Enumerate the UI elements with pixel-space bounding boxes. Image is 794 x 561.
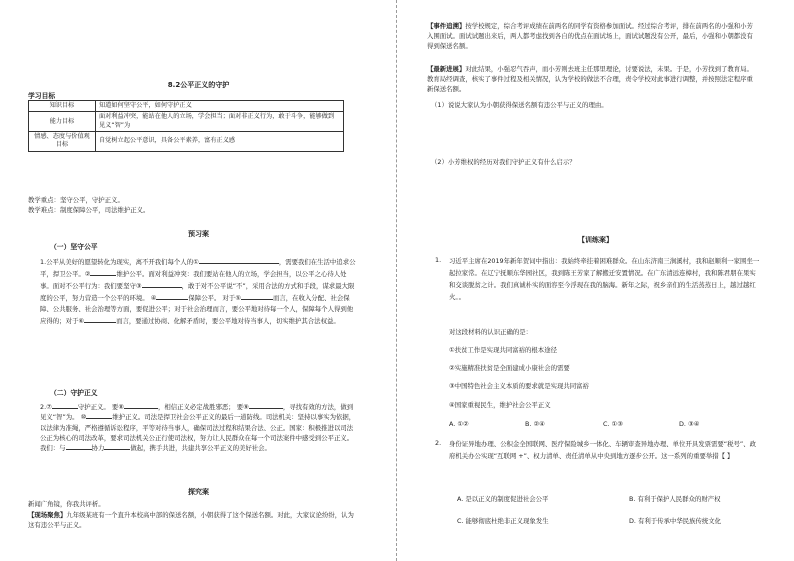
goals-heading: 学习目标 (28, 92, 56, 100)
training-title: 【训练案】 (578, 236, 613, 244)
fill-blank-6[interactable] (84, 316, 116, 323)
goal-label: 情感、态度与价值观目标 (29, 132, 96, 152)
s1-text: 对于⑤ (222, 293, 241, 302)
explore-title: 探究案 (188, 488, 209, 496)
t2-number: 2. (435, 439, 442, 447)
key-point: 教学重点：坚守公平，守护正义。 (28, 196, 124, 204)
t2-option-d[interactable]: D. 有利于传承中华民族传统文化 (629, 517, 722, 525)
fill-blank-3[interactable] (142, 281, 182, 288)
fill-blank-10[interactable] (86, 412, 112, 419)
t1-option-a[interactable]: A. ①② (449, 420, 469, 428)
case-paragraph (28, 511, 354, 530)
fill-blank-7[interactable] (52, 402, 78, 409)
s2-text: 要⑨ (236, 403, 249, 411)
learning-goals-table (28, 100, 344, 152)
s2-text: 做起，携手共进，共建共享公平正义的美好社会。 (130, 444, 271, 452)
fill-blank-8[interactable] (124, 402, 158, 409)
question-2: （2）小芳维权的经历对我们守护正义有什么启示？ (431, 158, 576, 166)
t1-number: 1. (435, 256, 442, 264)
fill-blank-2[interactable] (90, 269, 116, 276)
fill-blank-5[interactable] (241, 293, 273, 300)
goal-text: 自觉树立起公平意识，具备公平素养，富有正义感 (96, 132, 344, 152)
s1-text: 面对利益冲突：我们要站在他人的立场，学会担当，以公平之心待人处事。面对不公平行为：我们要坚守③ (40, 269, 347, 290)
s2-text: 维护正义。司法是捍卫社会公平正义的最后一道防线。 (112, 413, 266, 422)
fill-blank-11[interactable] (66, 443, 92, 450)
s2-text: 协力 (91, 444, 105, 452)
s1-text: 对于⑥ (65, 317, 85, 326)
page-title: 8.2公平正义的守护 (167, 81, 230, 89)
s1-text: ， (181, 281, 188, 290)
t1-subtitle: 对这段材料的认识正确的是： (449, 328, 533, 336)
case-tag: 【现场聚焦】 (28, 511, 67, 519)
latest-text: 对此结果，小强忍气吞声，而小芳则去班主任那里理论，讨要说法，未果。于是，小芳找到了教育局。教育局经调查，核实了事件过程及相关情况，认为学校的做法不合理，责令学校对此事进行调整，并按照法定程序重新保送名额。 (427, 65, 753, 93)
s2-text: 守护正义。 (77, 403, 110, 411)
s1-text: 维护公平。 (116, 269, 149, 278)
t1-item: ②实施精准扶贫是全面建成小康社会的需要 (449, 364, 570, 372)
s2-text: 司法机关：坚持以事实为依据，以法律为准绳，严格遵循诉讼程序，平等对待当事人，确保司法过程和结果合法、公正。国家：积极推进以司法公正为核心的司法改革，要求司法机关公正行使司法权，努力让人民群众在每一个司法案件中感受到公平正义。我们： (40, 413, 356, 452)
s2-text: ，寻找有效的方法，做到见义“智”为。 (40, 403, 354, 422)
s1-text: 敢于对不公平说“不”，采用合法的方式和手段，谋求最大限度的公平，努力营造一个公平的环境。 (40, 281, 355, 302)
t1-option-c[interactable]: C. ①③ (603, 420, 623, 428)
section2-title: （二）守护正义 (50, 389, 98, 397)
t1-option-b[interactable]: B. ②④ (525, 420, 545, 428)
t1-item: ①扶贫工作是实现共同富裕的根本途径 (449, 346, 557, 354)
table-row (29, 112, 344, 132)
t1-item: ④国家重视民生，维护社会公平正义 (449, 401, 551, 409)
latest-tag: 【最新进展】 (427, 65, 466, 73)
fill-blank-12[interactable] (104, 443, 130, 450)
table-row (29, 101, 344, 112)
s1-text: 1.公平从美好的愿望转化为现实，离不开我们每个人的① (40, 258, 199, 266)
explore-intro: 新闻广角镜，你我共评析。 (28, 500, 105, 508)
event-tag: 【事件追溯】 (427, 22, 466, 30)
t1-option-d[interactable]: D. ③④ (679, 420, 700, 428)
fill-blank-4[interactable] (156, 293, 188, 300)
event-text: 按学校规定，综合考评成绩在前两名的同学有资格参加面试。经过综合考评，排在前两名的小强和小芳入围面试。面试试题出来后，两人都考虑找到各自的优点在面试场上，面试试题没有公开，最后，小强和小朝都没有得到保送名额。 (427, 22, 753, 50)
s1-text: 而言，在收入分配、社会保障、公共服务、社会治理等方面，要促进公平；对于社会治理而言，要公平地对待每一个人，保障每个人得到他应得的； (40, 293, 354, 326)
section1-title: （一）坚守公平 (50, 243, 98, 251)
preview-title: 预习案 (188, 230, 209, 238)
t2-option-b[interactable]: B. 有利于保护人民群众的财产权 (629, 495, 721, 503)
t2-option-a[interactable]: A. 是以正义的制度促进社会公平 (457, 495, 549, 503)
goal-text: 知道如何坚守公平，如何守护正义 (96, 101, 344, 112)
section2-body (40, 402, 358, 453)
t2-text: 身份证异地办理、公积金全国联网、医疗保险城乡一体化、车辆审查异地办理、单位开具发票需要“税号”、政府机关办公实现“互联网 +”、权力清单、责任清单从中央到地方逐步公开。这一系列的重要举措【 】 (449, 440, 756, 460)
event-paragraph (427, 22, 757, 52)
difficult-point: 教学难点：制度保障公平，司法维护正义。 (28, 206, 150, 214)
t1-text: 习近平主席在2019年新年贺词中指出：我始终牵挂着困难群众。在山东济南三涧溪村，我和赵顺利一家围坐一起拉家常。在辽宁抚顺东华园社区，我到陈王芳家了解搬迁安置情况。在广东清远连樟村，我和陈君朋在果实和交谈脱贫之计。我们真诚朴实的面容至今浮现在我的脑海。新年之际，祝乡亲们的生活蒸蒸日上，越过越红火。。 (449, 257, 760, 301)
question-1: （1）说说大家认为小朝获得保送名额有违公平与正义的理由。 (431, 101, 608, 109)
section1-body (40, 257, 358, 328)
s2-text: 与 (59, 444, 66, 452)
s2-text: 2.⑦ (40, 403, 52, 411)
goal-text: 面对利益冲突，能站在他人的立场，学会担当；面对非正义行为，敢于斗争，能够做到见义“智”为 (96, 112, 344, 132)
s2-text: 要⑧ (111, 403, 124, 411)
s1-text: 保障公平。 (188, 293, 221, 302)
s1-text: ④ (150, 293, 157, 302)
s1-text: ，需要我们在生活中追求公平，捍卫公平。② (40, 258, 356, 278)
s2-text: ，相信正义必定战胜邪恶； (157, 403, 235, 411)
case-text: 九年级某班有一个直升本校高中部的保送名额，小朝获得了这个保送名额。对此，大家议论纷纷，认为这有违公平与正义。 (28, 511, 354, 529)
t1-item: ③中国特色社会主义本质的要求就是实现共同富裕 (449, 382, 589, 390)
fill-blank-1[interactable] (199, 257, 279, 264)
goal-label: 知识目标 (29, 101, 96, 112)
s1-text: 而言，要通过协商、化解矛盾时，要公平地对待当事人，切实维护其合法权益。 (116, 317, 340, 326)
goal-label: 能力目标 (29, 112, 96, 132)
latest-paragraph (427, 65, 757, 95)
right-page (397, 0, 794, 561)
table-row (29, 132, 344, 152)
fill-blank-9[interactable] (249, 402, 283, 409)
s2-text: ⑩ (80, 413, 87, 422)
t2-option-c[interactable]: C. 能够彻底杜绝非正义现象发生 (457, 517, 549, 525)
